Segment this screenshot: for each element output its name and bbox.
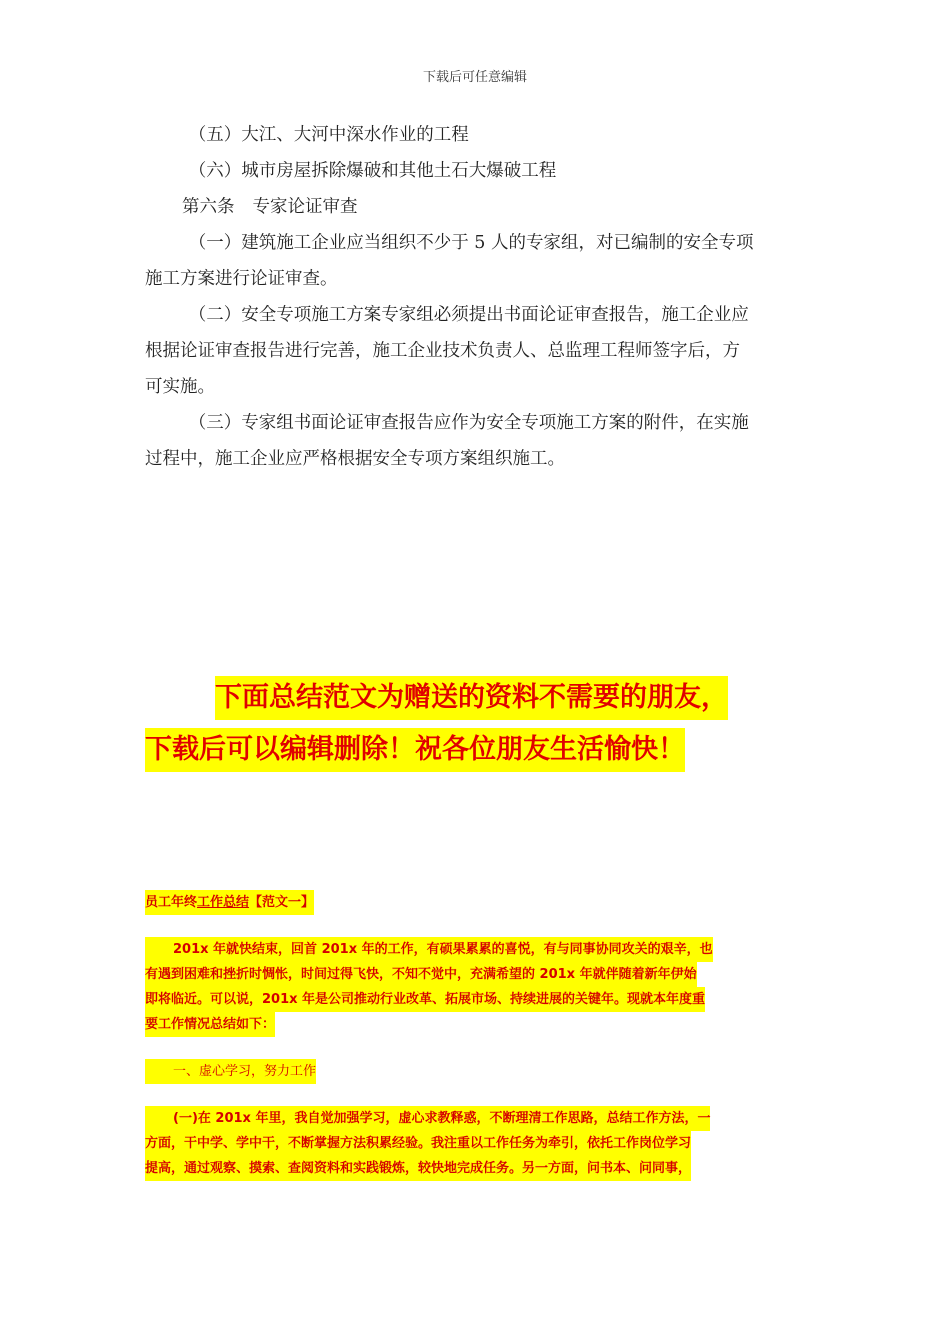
paragraph-3-line-1: （三）专家组书面论证审查报告应作为安全专项施工方案的附件，在实施	[188, 413, 749, 433]
paragraph-1-line-1: （一）建筑施工企业应当组织不少于 5 人的专家组，对已编制的安全专项	[188, 233, 754, 253]
intro-line-1: 201x 年就快结束，回首 201x 年的工作，有硕果累累的喜悦，有与同事协同攻关的艰辛，也	[145, 937, 805, 962]
promo-notice	[145, 676, 805, 772]
document-body	[145, 117, 810, 477]
essay-title-link[interactable]: 工作总结	[197, 895, 250, 910]
article-title: 专家论证审查	[252, 197, 358, 217]
paragraph-3-line-2: 过程中，施工企业应严格根据安全专项方案组织施工。	[145, 449, 565, 469]
paragraph-item-6: （六）城市房屋拆除爆破和其他土石大爆破工程	[188, 161, 557, 181]
paragraph-2-line-2: 根据论证审查报告进行完善，施工企业技术负责人、总监理工程师签字后，方	[145, 341, 740, 361]
promo-line-2: 下载后可以编辑删除！祝各位朋友生活愉快！	[145, 728, 685, 772]
section-heading-1: 一、虚心学习，努力工作	[145, 1059, 805, 1084]
sample-essay	[145, 890, 805, 1181]
sub-paragraph-line-2: 方面，干中学、学中干，不断掌握方法积累经验。我注重以工作任务为牵引，依托工作岗位学习	[145, 1131, 805, 1156]
paragraph-1-line-2: 施工方案进行论证审查。	[145, 269, 338, 289]
page-header: 下载后可任意编辑	[422, 70, 527, 85]
sub-paragraph-line-3: 提高，通过观察、摸索、查阅资料和实践锻炼，较快地完成任务。另一方面，问书本、问同事，	[145, 1156, 805, 1181]
intro-line-2: 有遇到困难和挫折时惆怅，时间过得飞快，不知不觉中，充满希望的 201x 年就伴随着新年伊始	[145, 962, 805, 987]
promo-line-1: 下面总结范文为赠送的资料不需要的朋友，	[215, 676, 728, 720]
intro-line-3: 即将临近。可以说，201x 年是公司推动行业改革、拓展市场、持续进展的关键年。现就本年度重	[145, 987, 805, 1012]
sub-paragraph-line-1: (一)在 201x 年里，我自觉加强学习，虚心求教释惑，不断理清工作思路，总结工作方法，一	[145, 1106, 805, 1131]
essay-title-suffix: 【范文一】	[249, 895, 315, 910]
article-6-heading	[145, 189, 810, 225]
paragraph-2-line-1: （二）安全专项施工方案专家组必须提出书面论证审查报告，施工企业应	[188, 305, 749, 325]
essay-title-prefix: 员工年终	[145, 895, 198, 910]
article-number: 第六条	[182, 197, 235, 217]
paragraph-2-line-3: 可实施。	[145, 377, 215, 397]
paragraph-item-5: （五）大江、大河中深水作业的工程	[188, 125, 469, 145]
essay-title	[145, 890, 805, 915]
intro-line-4: 要工作情况总结如下：	[145, 1012, 805, 1037]
